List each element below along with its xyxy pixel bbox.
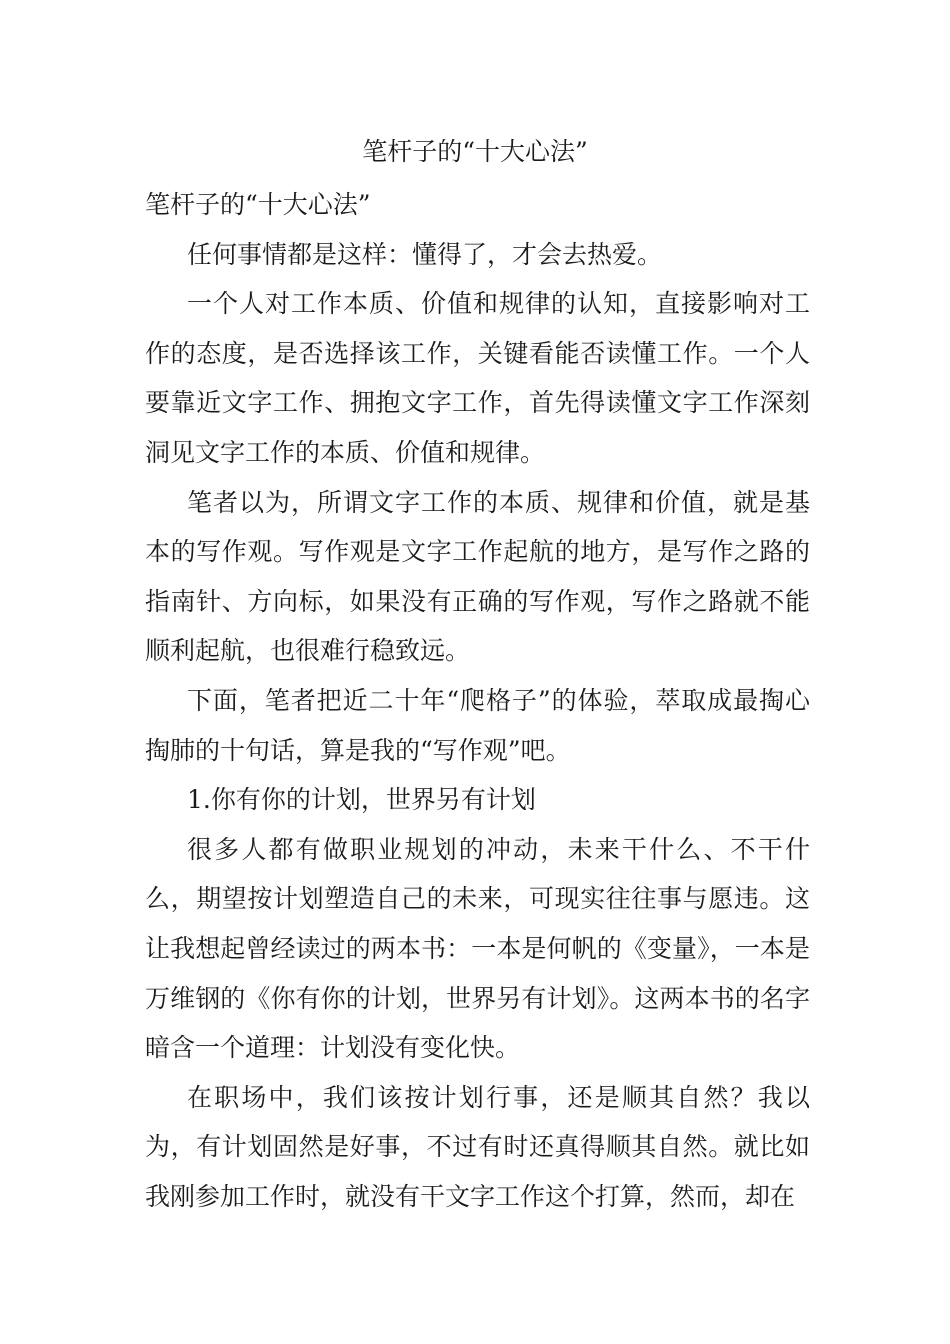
- paragraph: 任何事情都是这样：懂得了，才会去热爱。: [187, 239, 663, 269]
- paragraph: 下面，笔者把近二十年“爬格子”的体验，萃取成最掏心掏肺的十句话，算是我的“写作观”吧。: [145, 685, 810, 765]
- paragraph: 在职场中，我们该按计划行事，还是顺其自然？我以为，有计划固然是好事，不过有时还真得顺其自然。就比如我刚参加工作时，就没有干文字工作这个打算，然而，却在: [145, 1082, 810, 1211]
- document-subtitle: 笔杆子的“十大心法”: [145, 190, 371, 219]
- paragraph: 笔者以为，所谓文字工作的本质、规律和价值，就是基本的写作观。写作观是文字工作起航的地方，是写作之路的指南针、方向标，如果没有正确的写作观，写作之路就不能顺利起航，也很难行稳致远。: [145, 487, 810, 666]
- paragraph: 一个人对工作本质、价值和规律的认知，直接影响对工作的态度，是否选择该工作，关键看能否读懂工作。一个人要靠近文字工作、拥抱文字工作，首先得读懂文字工作深刻洞见文字工作的本质、价值和规律。: [145, 289, 810, 467]
- document-title: 笔杆子的“十大心法”: [362, 137, 588, 166]
- document-body: [145, 180, 810, 1221]
- section-heading: 1.你有你的计划，世界另有计划: [187, 785, 536, 815]
- paragraph: 很多人都有做职业规划的冲动，未来干什么、不干什么，期望按计划塑造自己的未来，可现实往往事与愿违。这让我想起曾经读过的两本书：一本是何帆的《变量》，一本是万维钢的《你有你的计划，世界另有计划》。这两本书的名字暗含一个道理：计划没有变化快。: [145, 834, 810, 1063]
